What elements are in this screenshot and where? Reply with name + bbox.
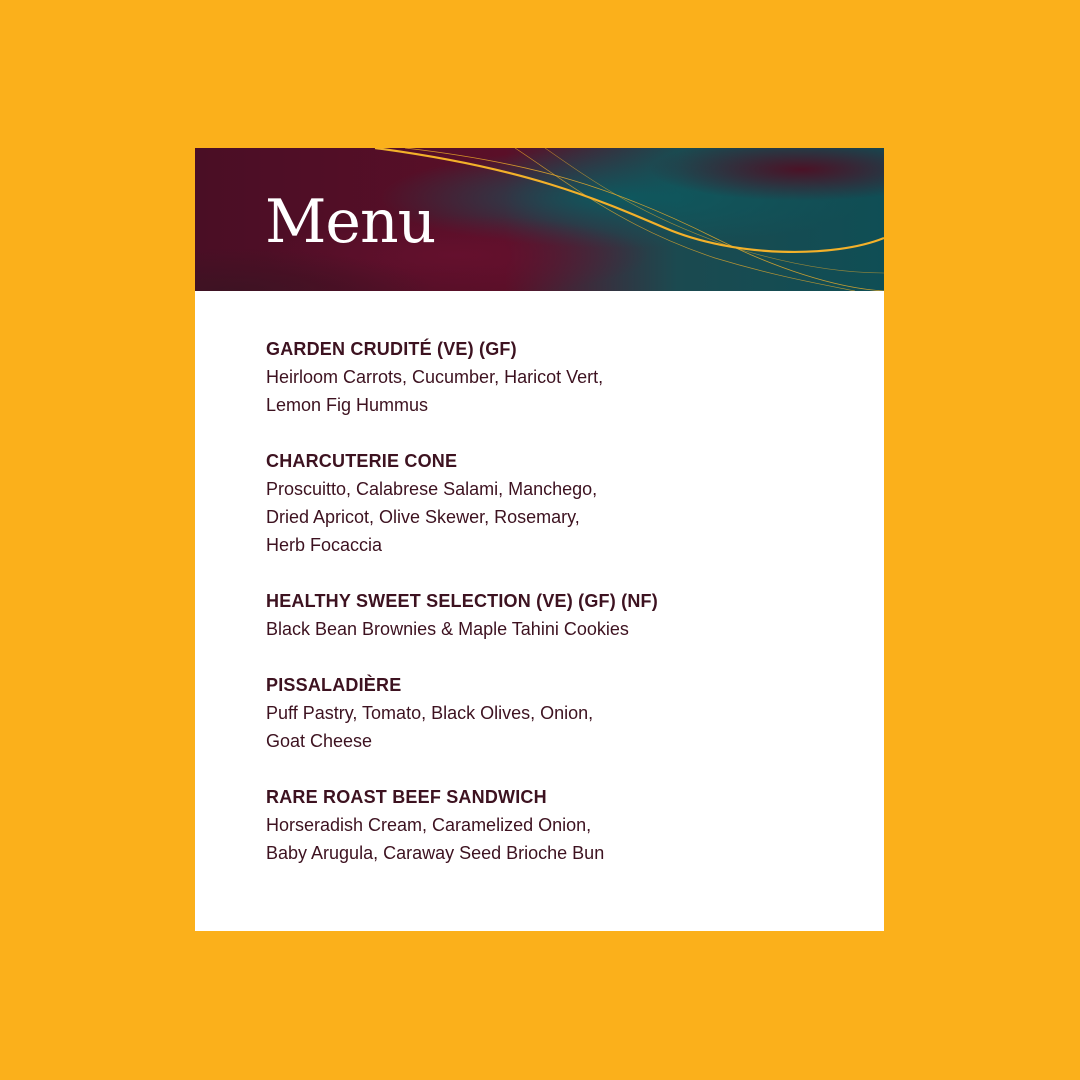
menu-item-name: HEALTHY SWEET SELECTION (VE) (GF) (NF) xyxy=(266,591,658,611)
menu-item-description xyxy=(266,363,856,419)
menu-item xyxy=(266,671,856,755)
menu-item-description-line: Proscuitto, Calabrese Salami, Manchego, xyxy=(266,479,598,499)
menu-item-name: PISSALADIÈRE xyxy=(266,675,402,695)
menu-item xyxy=(266,587,856,643)
menu-item xyxy=(266,447,856,559)
menu-item-description-line: Goat Cheese xyxy=(266,731,373,751)
menu-item-name: RARE ROAST BEEF SANDWICH xyxy=(266,787,547,807)
menu-item-description xyxy=(266,475,856,559)
menu-item-description xyxy=(266,615,856,643)
menu-item-description-line: Baby Arugula, Caraway Seed Brioche Bun xyxy=(266,843,605,863)
menu-item-description-line: Horseradish Cream, Caramelized Onion, xyxy=(266,815,592,835)
menu-item xyxy=(266,783,856,867)
header-banner xyxy=(195,148,884,291)
menu-item-description-line: Puff Pastry, Tomato, Black Olives, Onion, xyxy=(266,703,594,723)
menu-card xyxy=(195,148,884,931)
menu-item-description-line: Lemon Fig Hummus xyxy=(266,395,429,415)
menu-item-name: CHARCUTERIE CONE xyxy=(266,451,458,471)
menu-item-name: GARDEN CRUDITÉ (VE) (GF) xyxy=(266,339,517,359)
menu-item xyxy=(266,335,856,419)
menu-item-description-line: Herb Focaccia xyxy=(266,535,383,555)
menu-item-description-line: Black Bean Brownies & Maple Tahini Cookies xyxy=(266,619,629,639)
menu-item-description xyxy=(266,811,856,867)
menu-items-list xyxy=(266,335,856,895)
menu-item-description xyxy=(266,699,856,755)
menu-item-description-line: Heirloom Carrots, Cucumber, Haricot Vert, xyxy=(266,367,604,387)
menu-item-description-line: Dried Apricot, Olive Skewer, Rosemary, xyxy=(266,507,580,527)
menu-title: Menu xyxy=(265,187,436,257)
